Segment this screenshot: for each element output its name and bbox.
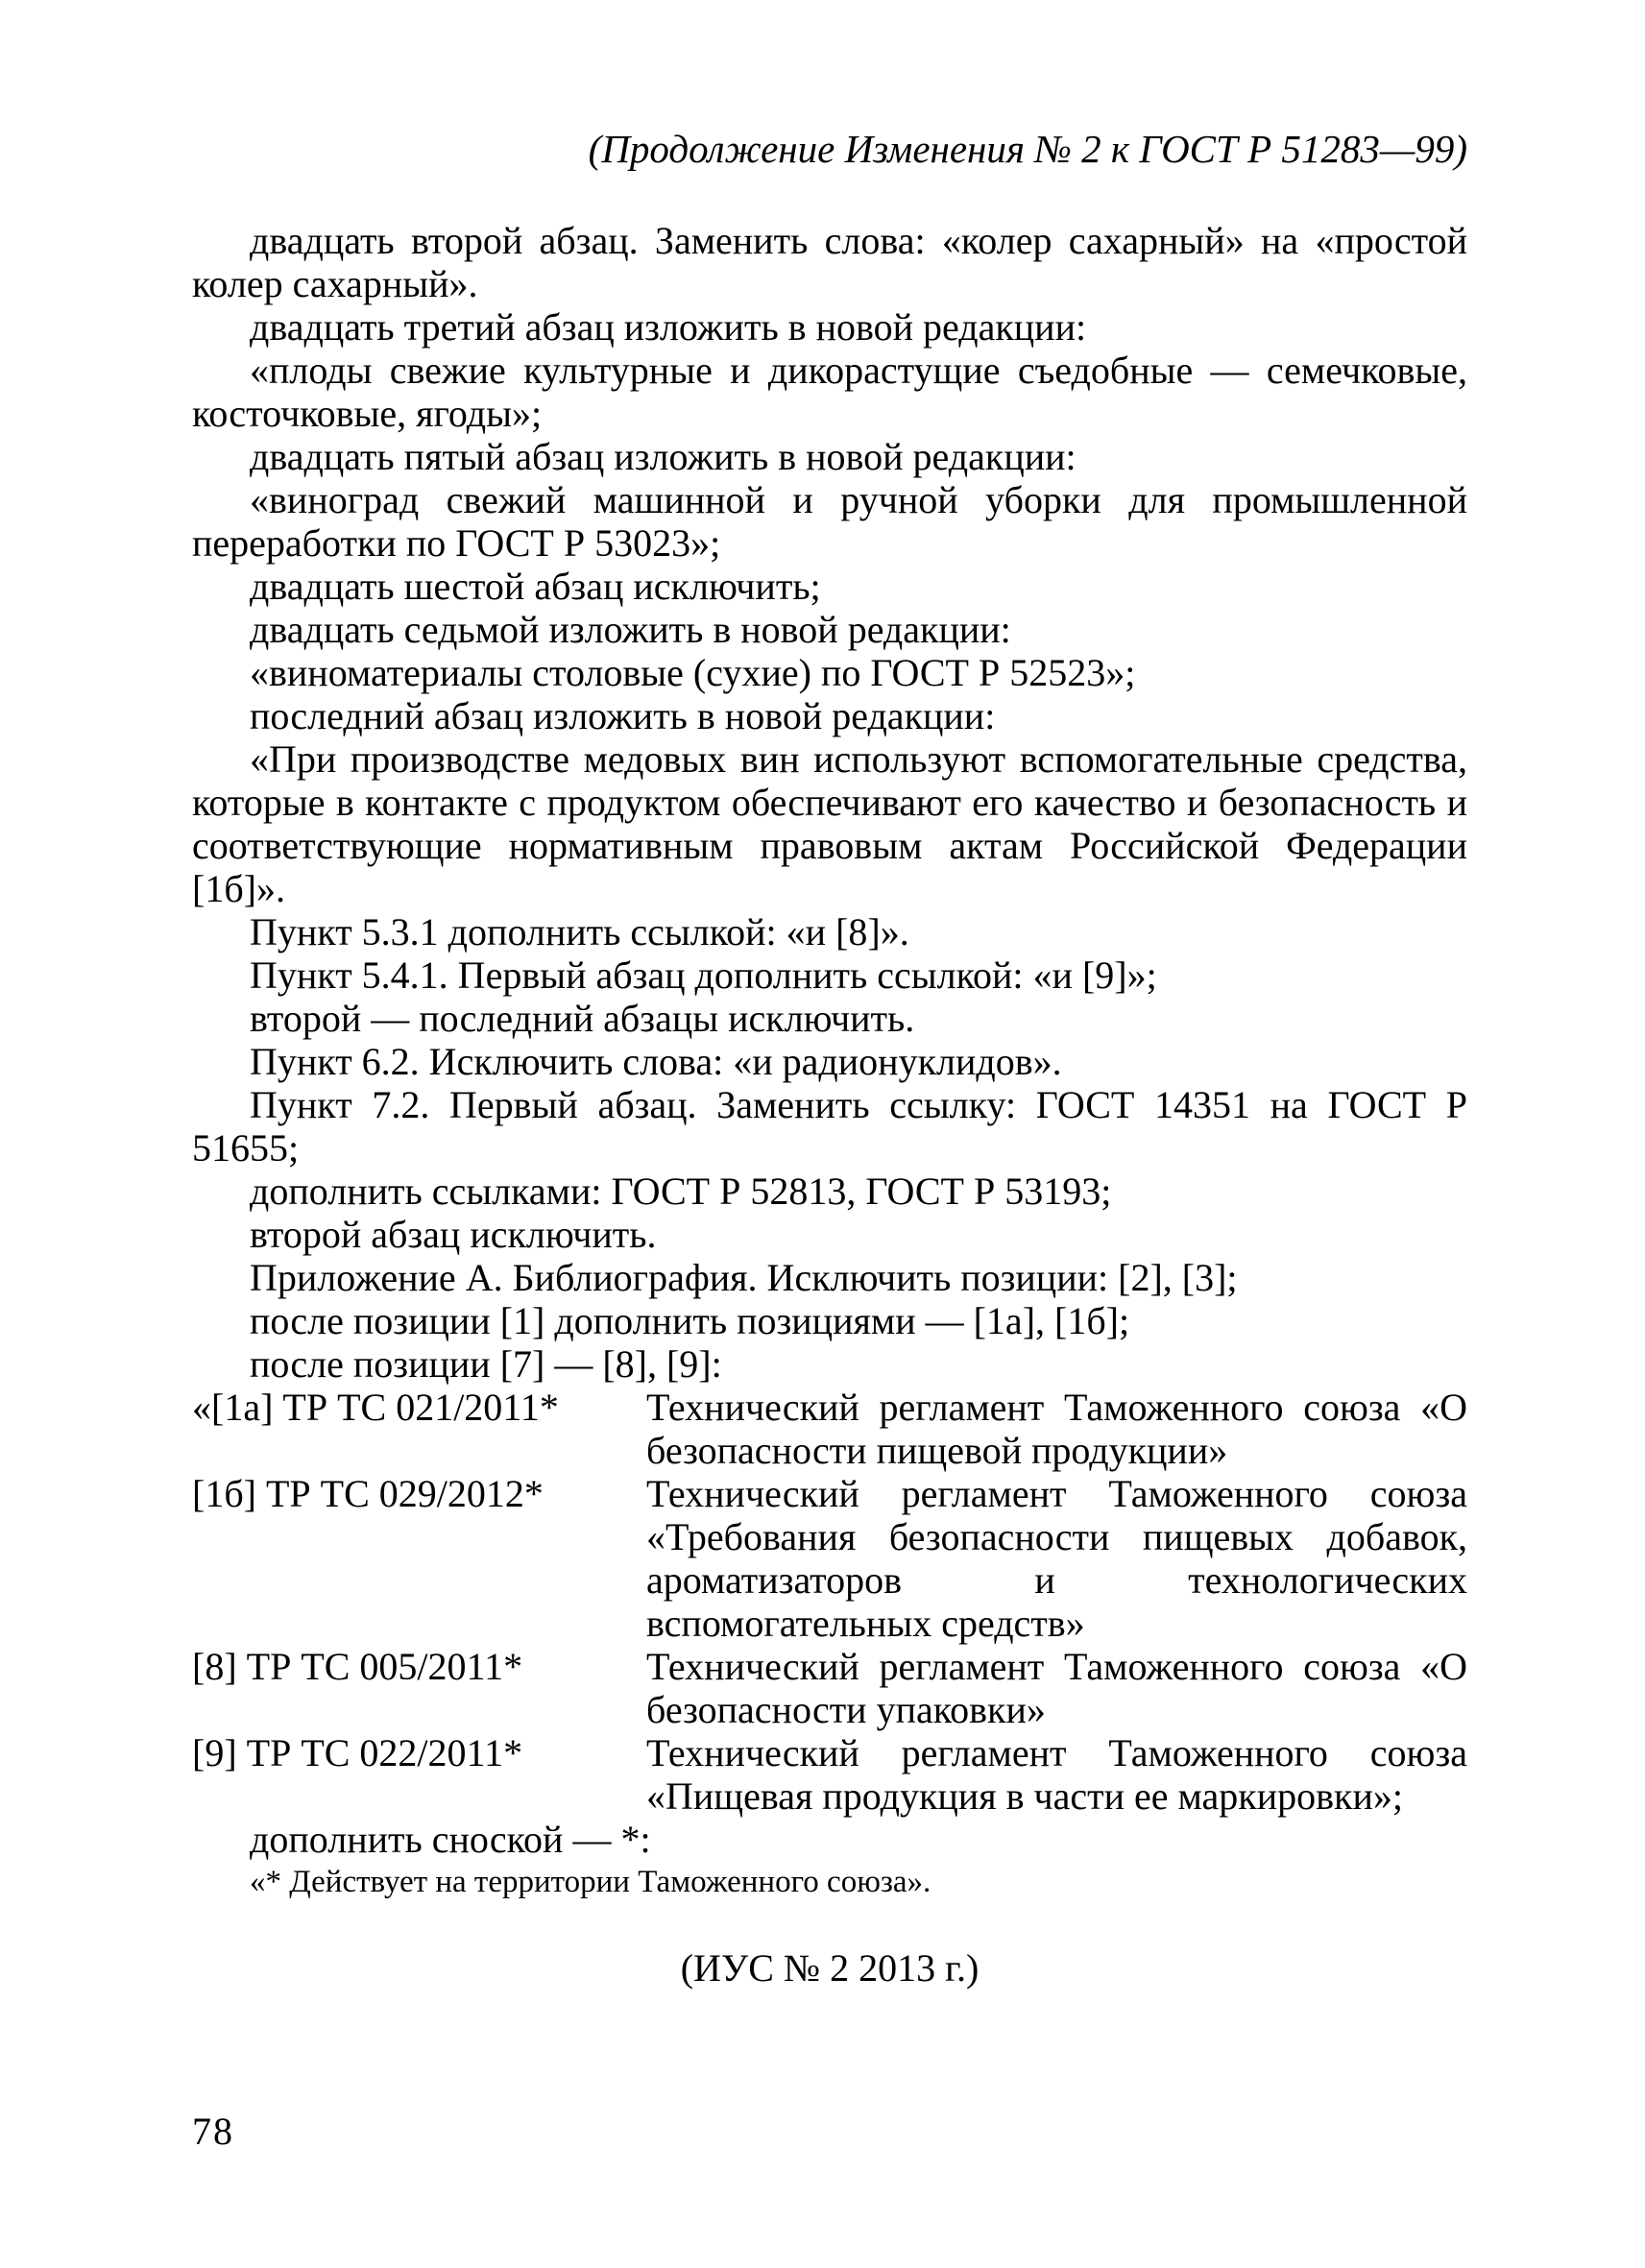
paragraph: дополнить ссылками: ГОСТ Р 52813, ГОСТ Р 53193;	[250, 1170, 1112, 1213]
footnote-intro: дополнить сноской — *:	[250, 1818, 651, 1861]
paragraph: Пункт 5.4.1. Первый абзац дополнить ссылкой: «и [9]»;	[250, 953, 1157, 997]
bibliography-entry	[192, 1731, 1467, 1818]
bibliography-entry	[192, 1386, 1467, 1472]
reference-description: Технический регламент Таможенного союза «Требования безопасности пищевых добавок, ароматизаторов и технологических вспомогательных средств»	[646, 1472, 1467, 1645]
footnote-text: «* Действует на территории Таможенного союза».	[250, 1865, 931, 1899]
bibliography-list	[192, 1386, 1467, 1818]
paragraph: после позиции [7] — [8], [9]:	[250, 1342, 722, 1386]
paragraph: двадцать седьмой изложить в новой редакции:	[250, 608, 1011, 651]
paragraph: «виноматериалы столовые (сухие) по ГОСТ Р 52523»;	[250, 651, 1136, 694]
paragraph: двадцать второй абзац. Заменить слова: «колер сахарный» на «простой колер сахарный».	[192, 219, 1467, 305]
paragraph: Пункт 7.2. Первый абзац. Заменить ссылку: ГОСТ 14351 на ГОСТ Р 51655;	[192, 1083, 1467, 1170]
paragraph: Приложение А. Библиография. Исключить позиции: [2], [3];	[250, 1256, 1238, 1299]
bibliography-entry	[192, 1472, 1467, 1645]
paragraph: «виноград свежий машинной и ручной уборки для промышленной переработки по ГОСТ Р 53023»;	[192, 478, 1467, 565]
paragraph: двадцать шестой абзац исключить;	[250, 565, 821, 608]
paragraph: Пункт 5.3.1 дополнить ссылкой: «и [8]».	[250, 910, 909, 953]
reference-description: Технический регламент Таможенного союза «О безопасности пищевой продукции»	[646, 1386, 1467, 1472]
paragraph: второй — последний абзацы исключить.	[250, 997, 915, 1040]
paragraph: последний абзац изложить в новой редакции:	[250, 694, 996, 737]
reference-description: Технический регламент Таможенного союза «О безопасности упаковки»	[646, 1645, 1467, 1731]
document-body	[192, 219, 1467, 1904]
paragraph: двадцать третий абзац изложить в новой редакции:	[250, 305, 1087, 349]
ius-reference: (ИУС № 2 2013 г.)	[680, 1946, 980, 1990]
paragraph: «При производстве медовых вин используют вспомогательные средства, которые в контакте с продуктом обеспечивают его качество и безопасность и соответствующие нормативным правовым актам Российской Федерации [1б]».	[192, 737, 1467, 910]
reference-code: [8] ТР ТС 005/2011*	[192, 1645, 523, 1688]
paragraph: второй абзац исключить.	[250, 1213, 657, 1256]
reference-code: [9] ТР ТС 022/2011*	[192, 1731, 523, 1774]
reference-code: «[1а] ТР ТС 021/2011*	[192, 1386, 559, 1429]
paragraph: двадцать пятый абзац изложить в новой редакции:	[250, 435, 1077, 478]
paragraph: Пункт 6.2. Исключить слова: «и радионуклидов».	[250, 1040, 1062, 1083]
bibliography-entry	[192, 1645, 1467, 1731]
paragraph: после позиции [1] дополнить позициями — [1а], [1б];	[250, 1299, 1130, 1342]
reference-description: Технический регламент Таможенного союза «Пищевая продукция в части ее маркировки»;	[646, 1731, 1467, 1818]
page-number: 78	[192, 2110, 234, 2153]
reference-code: [1б] ТР ТС 029/2012*	[192, 1472, 544, 1515]
paragraph: «плоды свежие культурные и дикорастущие съедобные — семечковые, косточковые, ягоды»;	[192, 349, 1467, 435]
page-header: (Продолжение Изменения № 2 к ГОСТ Р 51283—99)	[588, 127, 1467, 171]
